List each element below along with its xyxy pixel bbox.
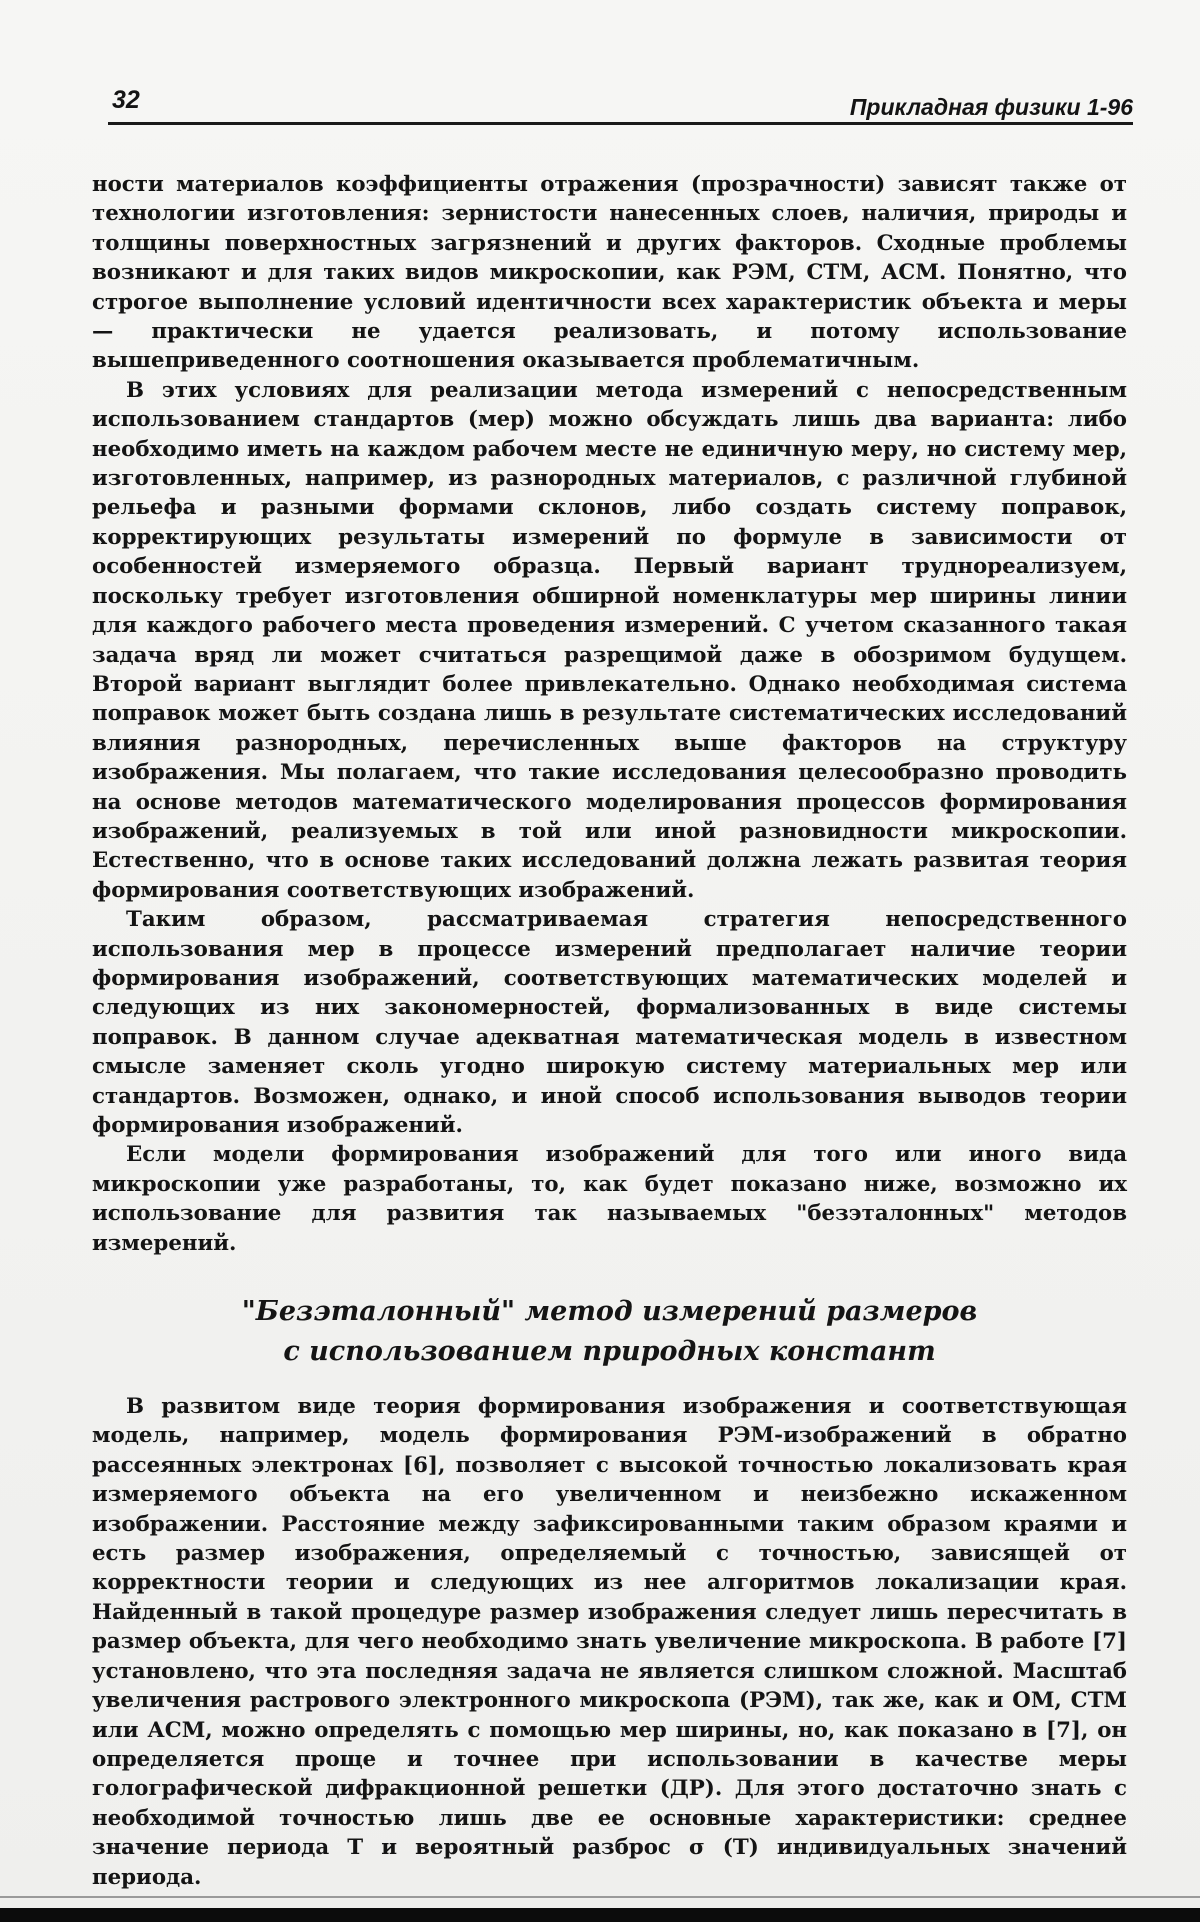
paragraph-continuation: ности материалов коэффициенты отражения (прозрачности) зависят также от технологии изготовления: зернистости нанесенных слоев, наличия, природы и толщины поверхностных загрязнений и других факторов. Сходные проблемы возникают и для таких видов микроскопии, как РЭМ, СТМ, АСМ. Понятно, что строгое выполнение условий идентичности всех характеристик объекта и меры — практически не удается реализовать, и потому использование вышеприведенного соотношения оказывается проблематичным.	[92, 172, 1127, 374]
paragraph-image-theory: В развитом виде теория формирования изображения и соответствующая модель, например, модель формирования РЭМ-изображений в обратно рассеянных электронах [6], позволяет с высокой точностью локализовать края измеряемого объекта на его увеличенном и неизбежно искаженном изображении. Расстояние между зафиксированными таким образом краями и есть размер изображения, определяемый с точностью, зависящей от корректности теории и следующих из нее алгоритмов локализации края. Найденный в такой процедуре размер изображения следует лишь пересчитать в размер объекта, для чего необходимо знать увеличение микроскопа. В работе [7] установлено, что эта последняя задача не является слишком сложной. Масштаб увеличения растрового электронного микроскопа (РЭМ), так же, как и ОМ, СТМ или АСМ, можно определять с помощью мер ширины, но, как показано в [7], он определяется проще и точнее при использовании в качестве меры голографической дифракционной решетки (ДР). Для этого достаточно знать с необходимой точностью лишь две ее основные характеристики: среднее значение периода Т и вероятный разброс σ (Т) индивидуальных значений периода.	[92, 1394, 1127, 1890]
page-number: 32	[112, 86, 140, 114]
page-header	[108, 84, 1133, 125]
bottom-rule	[0, 1896, 1200, 1898]
running-title: Прикладная физики 1-96	[849, 94, 1133, 120]
section-title	[92, 1292, 1127, 1372]
paragraph-reference-free: Если модели формирования изображений для того или иного вида микроскопии уже разработаны, то, как будет показано ниже, возможно их использование для развития так называемых "безэталонных" методов измерений.	[92, 1142, 1127, 1256]
paragraph-strategy: Таким образом, рассматриваемая стратегия непосредственного использования мер в процессе измерений предполагает наличие теории формирования изображений, соответствующих математических моделей и следующих из них закономерностей, формализованных в виде системы поправок. В данном случае адекватная математическая модель в известном смысле заменяет сколь угодно широкую систему материальных мер или стандартов. Возможен, однако, и иной способ использования выводов теории формирования изображений.	[92, 907, 1127, 1138]
body-text	[92, 170, 1127, 1892]
section-title-line-2: с использованием природных констант	[283, 1336, 936, 1368]
section-title-line-1: "Безэталонный" метод измерений размеров	[241, 1296, 978, 1328]
paragraph-two-variants: В этих условиях для реализации метода измерений с непосредственным использованием стандартов (мер) можно обсуждать лишь два варианта: либо необходимо иметь на каждом рабочем месте не единичную меру, но систему мер, изготовленных, например, из разнородных материалов, с различной глубиной рельефа и разными формами склонов, либо создать систему поправок, корректирующих результаты измерений по формуле в зависимости от особенностей измеряемого образца. Первый вариант труднореализуем, поскольку требует изготовления обширной номенклатуры мер ширины линии для каждого рабочего места проведения измерений. С учетом сказанного такая задача вряд ли может считаться разрещимой даже в обозримом будущем. Второй вариант выглядит более привлекательно. Однако необходимая система поправок может быть создана лишь в результате систематических исследований влияния разнородных, перечисленных выше факторов на структуру изображения. Мы полагаем, что такие исследования целесообразно проводить на основе методов математического моделирования процессов формирования изображений, реализуемых в той или иной разновидности микроскопии. Естественно, что в основе таких исследований должна лежать развитая теория формирования соответствующих изображений.	[92, 377, 1127, 903]
scan-edge-bar	[0, 1908, 1200, 1922]
